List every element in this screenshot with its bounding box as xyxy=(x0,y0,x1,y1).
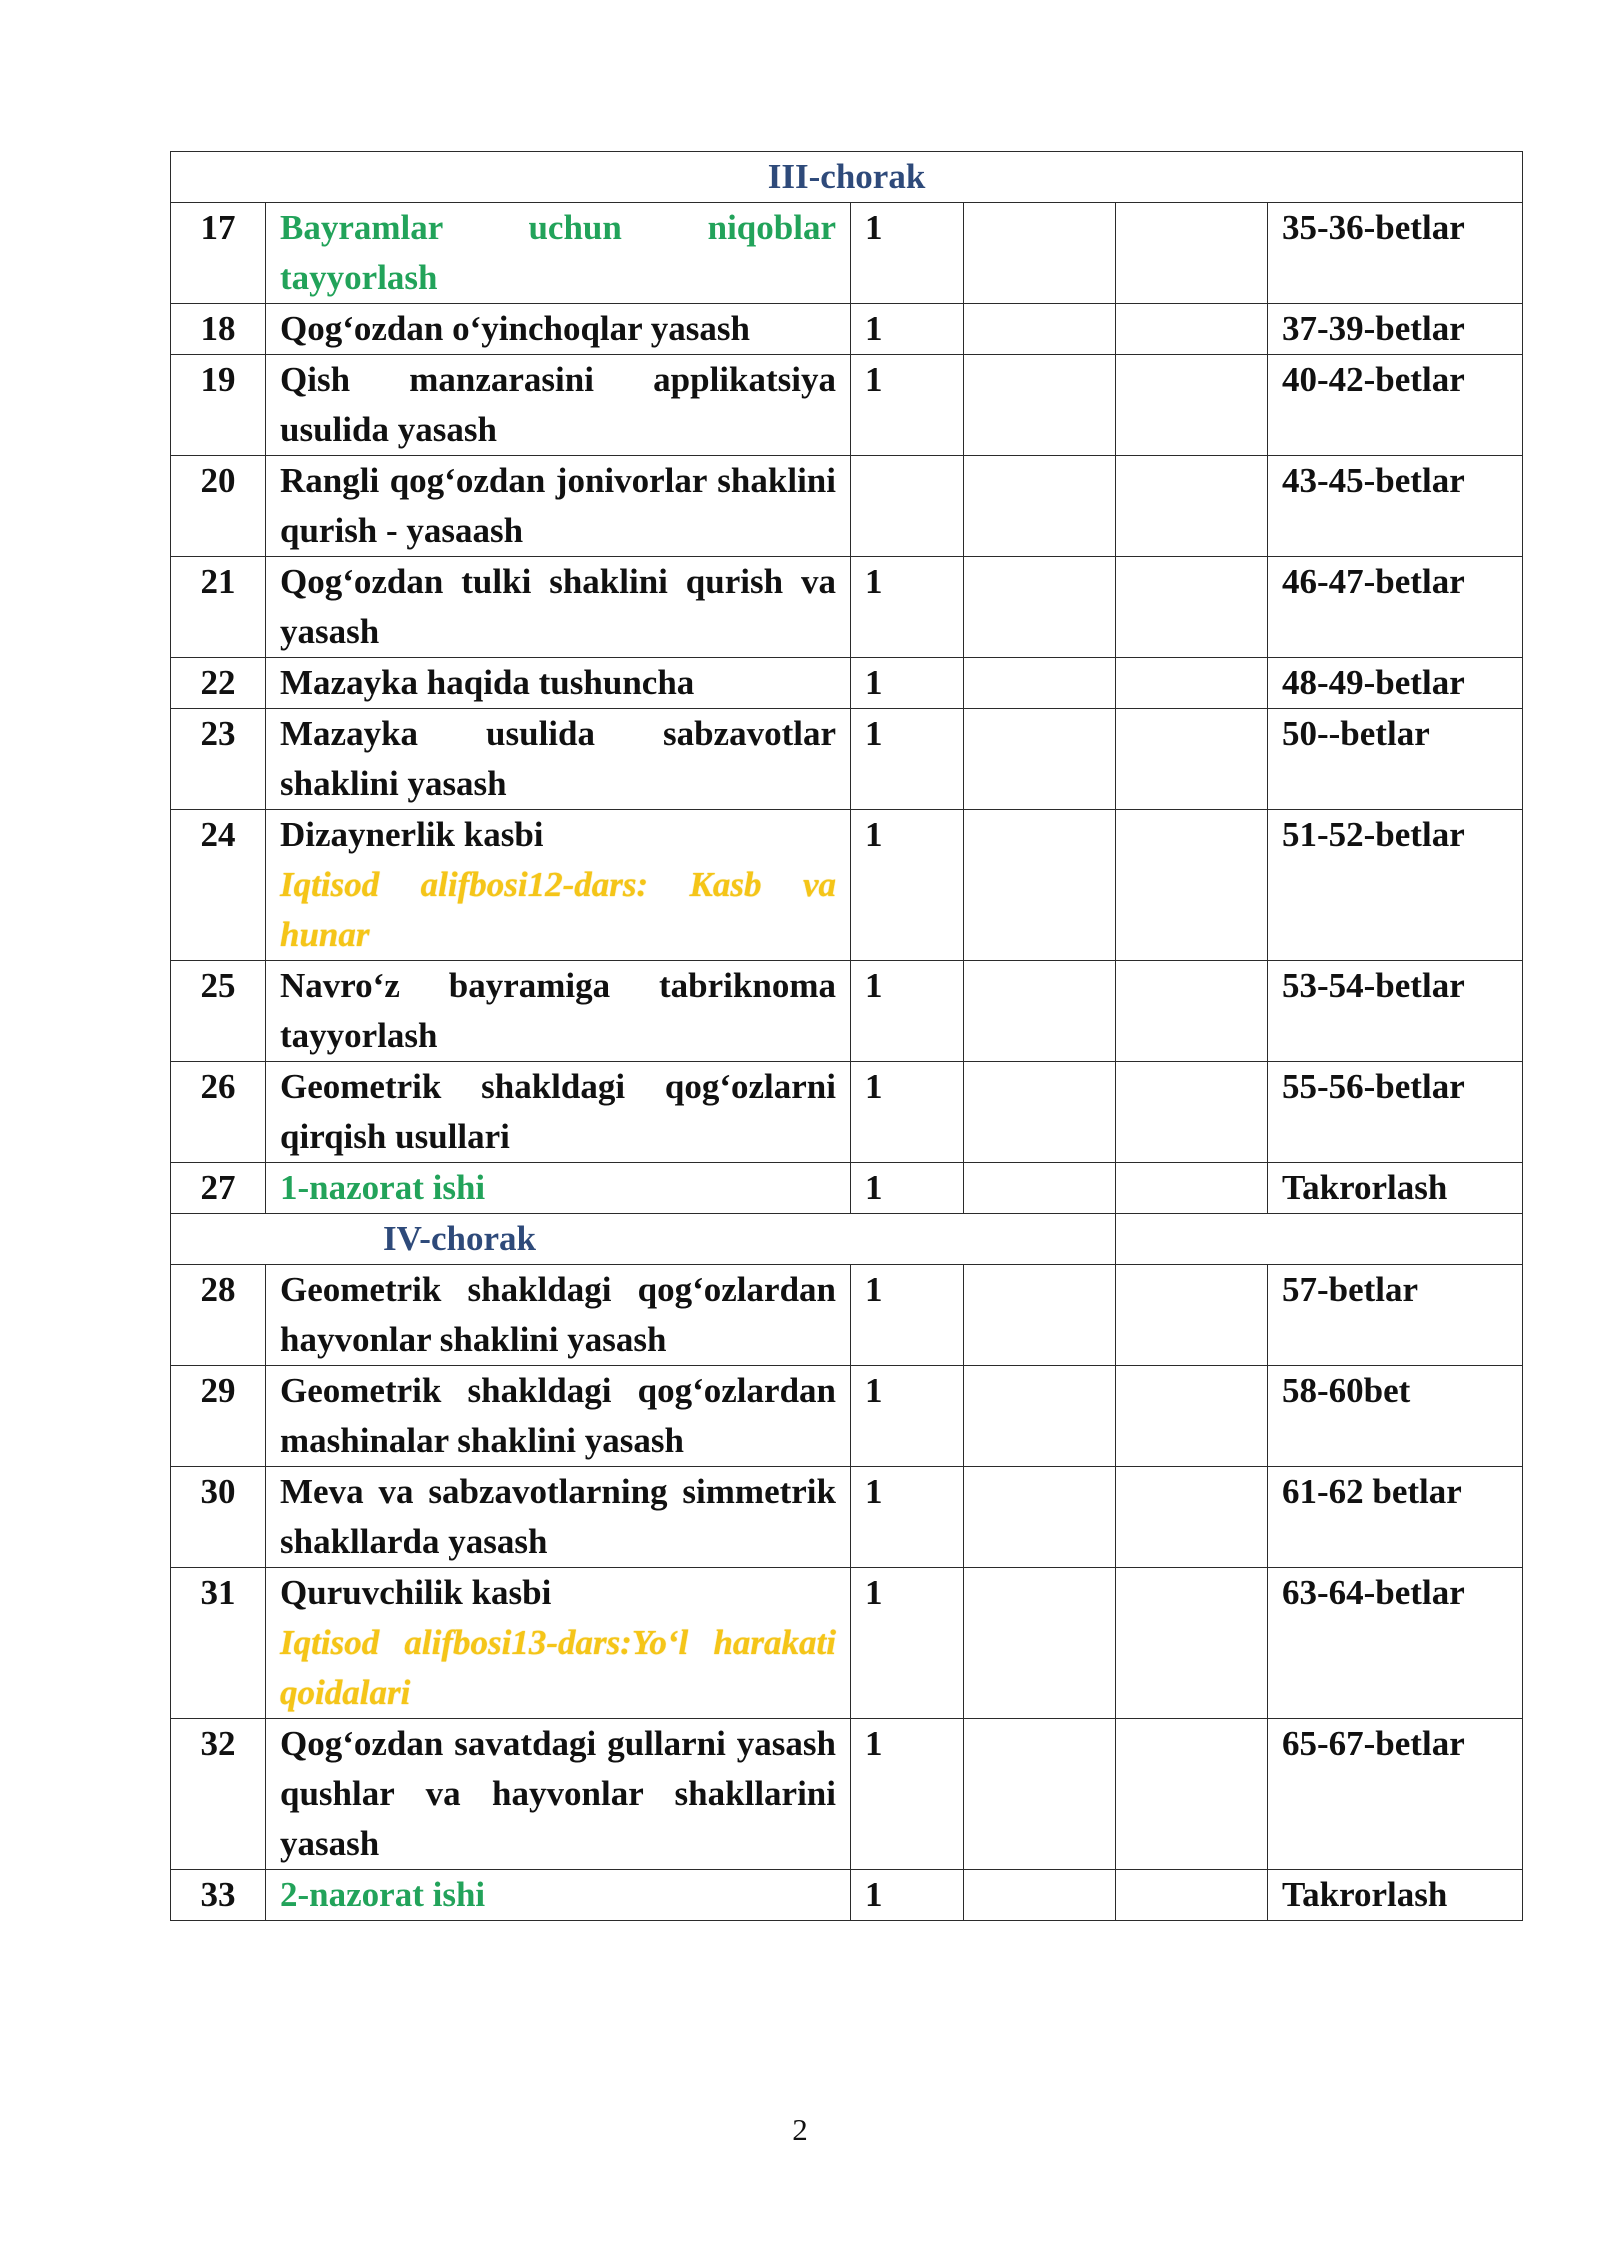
date-cell xyxy=(964,304,1116,355)
lesson-topic-cell xyxy=(266,304,851,355)
textbook-pages: 63-64-betlar xyxy=(1268,1568,1523,1719)
lesson-topic-cell xyxy=(266,1568,851,1719)
lesson-topic: Geometrik shakldagi qog‘ozlardan hayvonlar shaklini yasash xyxy=(280,1270,836,1359)
date-cell xyxy=(964,1870,1116,1921)
lesson-topic: Qish manzarasini applikatsiya usulida yasash xyxy=(280,360,836,449)
table-row xyxy=(171,1163,1523,1214)
lesson-number: 28 xyxy=(171,1265,266,1366)
lesson-hours xyxy=(851,456,964,557)
lesson-topic-cell xyxy=(266,1163,851,1214)
lesson-hours: 1 xyxy=(851,1265,964,1366)
lesson-number: 33 xyxy=(171,1870,266,1921)
date-cell xyxy=(964,355,1116,456)
section-blank-cell xyxy=(1116,1214,1523,1265)
lesson-topic: Navro‘z bayramiga tabriknoma tayyorlash xyxy=(280,966,836,1055)
lesson-hours: 1 xyxy=(851,1366,964,1467)
date-cell xyxy=(964,658,1116,709)
table-row xyxy=(171,304,1523,355)
date-cell xyxy=(964,1568,1116,1719)
note-cell xyxy=(1116,1366,1268,1467)
table-row xyxy=(171,709,1523,810)
date-cell xyxy=(964,557,1116,658)
textbook-pages: 51-52-betlar xyxy=(1268,810,1523,961)
lesson-topic: Mazayka usulida sabzavotlar shaklini yasash xyxy=(280,714,836,803)
note-cell xyxy=(1116,1265,1268,1366)
lesson-number: 20 xyxy=(171,456,266,557)
note-cell xyxy=(1116,456,1268,557)
section-header-row xyxy=(171,1214,1523,1265)
textbook-pages: Takrorlash xyxy=(1268,1163,1523,1214)
lesson-number: 23 xyxy=(171,709,266,810)
note-cell xyxy=(1116,203,1268,304)
table-row xyxy=(171,658,1523,709)
textbook-pages: 50--betlar xyxy=(1268,709,1523,810)
date-cell xyxy=(964,1163,1116,1214)
table-row xyxy=(171,1265,1523,1366)
note-cell xyxy=(1116,1062,1268,1163)
lesson-number: 22 xyxy=(171,658,266,709)
page-number: 2 xyxy=(792,2112,808,2147)
textbook-pages: Takrorlash xyxy=(1268,1870,1523,1921)
textbook-pages: 61-62 betlar xyxy=(1268,1467,1523,1568)
textbook-pages: 65-67-betlar xyxy=(1268,1719,1523,1870)
textbook-pages: 53-54-betlar xyxy=(1268,961,1523,1062)
date-cell xyxy=(964,709,1116,810)
table-row xyxy=(171,203,1523,304)
textbook-pages: 35-36-betlar xyxy=(1268,203,1523,304)
lesson-hours: 1 xyxy=(851,1467,964,1568)
lesson-topic-cell xyxy=(266,961,851,1062)
lesson-plan-table xyxy=(170,151,1523,1921)
lesson-number: 29 xyxy=(171,1366,266,1467)
textbook-pages: 46-47-betlar xyxy=(1268,557,1523,658)
date-cell xyxy=(964,1062,1116,1163)
note-cell xyxy=(1116,1719,1268,1870)
lesson-hours: 1 xyxy=(851,810,964,961)
date-cell xyxy=(964,1467,1116,1568)
lesson-topic-cell xyxy=(266,1062,851,1163)
date-cell xyxy=(964,810,1116,961)
lesson-number: 27 xyxy=(171,1163,266,1214)
lesson-topic-cell xyxy=(266,355,851,456)
lesson-number: 32 xyxy=(171,1719,266,1870)
lesson-number: 26 xyxy=(171,1062,266,1163)
economics-note: Iqtisod alifbosi12-dars: Kasb va hunar xyxy=(280,865,836,954)
lesson-number: 30 xyxy=(171,1467,266,1568)
lesson-hours: 1 xyxy=(851,1568,964,1719)
textbook-pages: 57-betlar xyxy=(1268,1265,1523,1366)
date-cell xyxy=(964,961,1116,1062)
lesson-hours: 1 xyxy=(851,961,964,1062)
textbook-pages: 37-39-betlar xyxy=(1268,304,1523,355)
lesson-topic: Dizaynerlik kasbi xyxy=(280,815,544,854)
lesson-hours: 1 xyxy=(851,709,964,810)
textbook-pages: 48-49-betlar xyxy=(1268,658,1523,709)
lesson-number: 25 xyxy=(171,961,266,1062)
note-cell xyxy=(1116,1870,1268,1921)
textbook-pages: 40-42-betlar xyxy=(1268,355,1523,456)
lesson-topic: Rangli qog‘ozdan jonivorlar shaklini qurish - yasaash xyxy=(280,461,836,550)
table-row xyxy=(171,1467,1523,1568)
table-row xyxy=(171,557,1523,658)
note-cell xyxy=(1116,810,1268,961)
lesson-hours: 1 xyxy=(851,658,964,709)
lesson-topic: Geometrik shakldagi qog‘ozlardan mashinalar shaklini yasash xyxy=(280,1371,836,1460)
lesson-topic: Qog‘ozdan savatdagi gullarni yasash qushlar va hayvonlar shakllarini yasash xyxy=(280,1724,836,1863)
note-cell xyxy=(1116,1163,1268,1214)
lesson-hours: 1 xyxy=(851,1870,964,1921)
lesson-topic-cell xyxy=(266,658,851,709)
table-row xyxy=(171,1719,1523,1870)
lesson-number: 17 xyxy=(171,203,266,304)
table-row xyxy=(171,355,1523,456)
lesson-topic: Qog‘ozdan o‘yinchoqlar yasash xyxy=(280,309,750,348)
lesson-hours: 1 xyxy=(851,557,964,658)
table-row xyxy=(171,1568,1523,1719)
lesson-topic: 1-nazorat ishi xyxy=(280,1168,486,1207)
note-cell xyxy=(1116,709,1268,810)
lesson-topic: Geometrik shakldagi qog‘ozlarni qirqish usullari xyxy=(280,1067,836,1156)
lesson-topic: Quruvchilik kasbi xyxy=(280,1573,552,1612)
textbook-pages: 55-56-betlar xyxy=(1268,1062,1523,1163)
lesson-number: 31 xyxy=(171,1568,266,1719)
lesson-topic-cell xyxy=(266,1366,851,1467)
lesson-hours: 1 xyxy=(851,1719,964,1870)
table-row xyxy=(171,961,1523,1062)
lesson-topic-cell xyxy=(266,456,851,557)
table-row xyxy=(171,810,1523,961)
lesson-topic: Qog‘ozdan tulki shaklini qurish va yasash xyxy=(280,562,836,651)
lesson-hours: 1 xyxy=(851,304,964,355)
lesson-topic-cell xyxy=(266,810,851,961)
lesson-topic: Mazayka haqida tushuncha xyxy=(280,663,695,702)
date-cell xyxy=(964,203,1116,304)
lesson-hours: 1 xyxy=(851,355,964,456)
table-body xyxy=(171,152,1523,1921)
section-title: IV-chorak xyxy=(171,1214,1116,1265)
lesson-number: 18 xyxy=(171,304,266,355)
lesson-number: 21 xyxy=(171,557,266,658)
note-cell xyxy=(1116,304,1268,355)
date-cell xyxy=(964,1719,1116,1870)
table-row xyxy=(171,1366,1523,1467)
note-cell xyxy=(1116,961,1268,1062)
note-cell xyxy=(1116,1467,1268,1568)
lesson-topic-cell xyxy=(266,557,851,658)
textbook-pages: 43-45-betlar xyxy=(1268,456,1523,557)
table-row xyxy=(171,1062,1523,1163)
note-cell xyxy=(1116,557,1268,658)
date-cell xyxy=(964,1366,1116,1467)
lesson-hours: 1 xyxy=(851,1062,964,1163)
note-cell xyxy=(1116,1568,1268,1719)
lesson-topic: 2-nazorat ishi xyxy=(280,1875,486,1914)
lesson-topic-cell xyxy=(266,709,851,810)
lesson-topic-cell xyxy=(266,203,851,304)
lesson-topic-cell xyxy=(266,1467,851,1568)
section-title: III-chorak xyxy=(171,152,1523,203)
lesson-topic: Bayramlar uchun niqoblar tayyorlash xyxy=(280,208,836,297)
lesson-topic-cell xyxy=(266,1265,851,1366)
note-cell xyxy=(1116,658,1268,709)
lesson-topic-cell xyxy=(266,1719,851,1870)
table-row xyxy=(171,456,1523,557)
table-row xyxy=(171,1870,1523,1921)
note-cell xyxy=(1116,355,1268,456)
lesson-hours: 1 xyxy=(851,203,964,304)
lesson-topic-cell xyxy=(266,1870,851,1921)
lesson-number: 19 xyxy=(171,355,266,456)
economics-note: Iqtisod alifbosi13-dars:Yo‘l harakati qoidalari xyxy=(280,1623,836,1712)
textbook-pages: 58-60bet xyxy=(1268,1366,1523,1467)
lesson-topic: Meva va sabzavotlarning simmetrik shakllarda yasash xyxy=(280,1472,836,1561)
lesson-hours: 1 xyxy=(851,1163,964,1214)
date-cell xyxy=(964,1265,1116,1366)
section-header-row xyxy=(171,152,1523,203)
lesson-number: 24 xyxy=(171,810,266,961)
date-cell xyxy=(964,456,1116,557)
